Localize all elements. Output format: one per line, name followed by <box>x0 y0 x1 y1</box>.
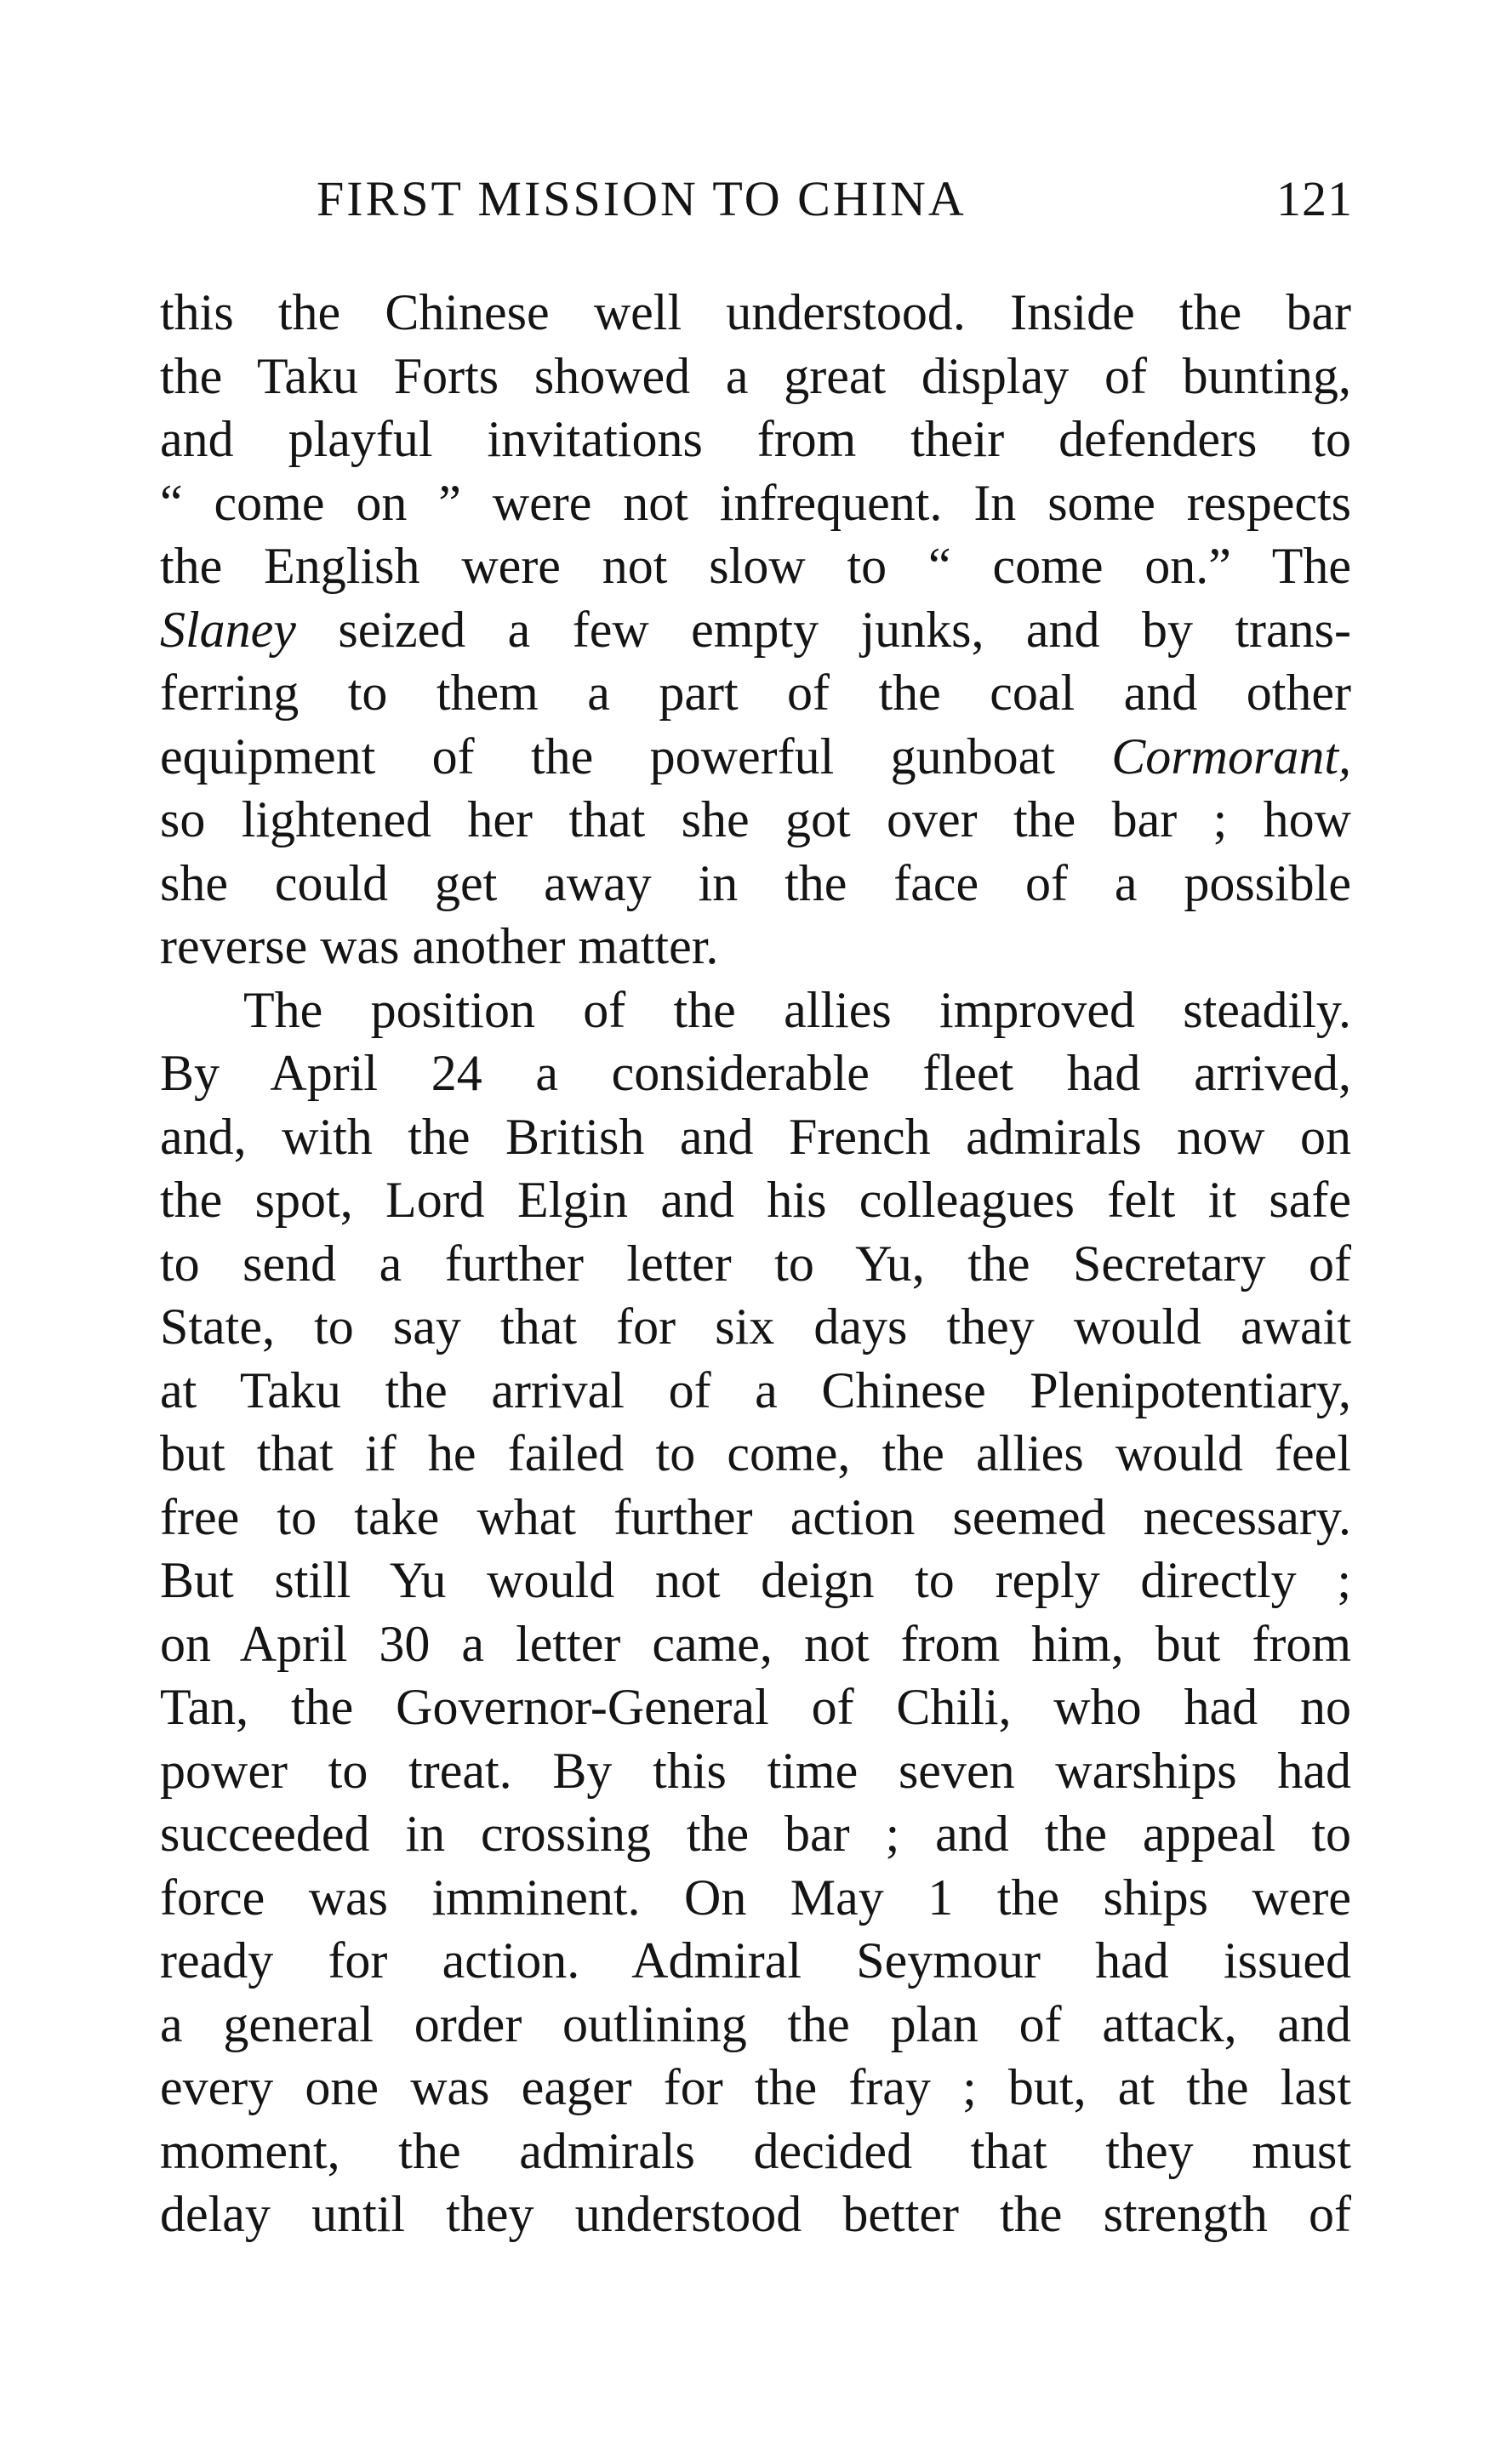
text-line: she could get away in the face of a possible <box>160 854 1351 911</box>
text-run: seized a few empty junks, and by trans- <box>295 601 1351 658</box>
ship-name-italic: Cormorant, <box>1111 728 1351 785</box>
text-line: and, with the British and French admirals now on <box>160 1108 1351 1165</box>
text-line: State, to say that for six days they would await <box>160 1298 1351 1355</box>
text-line: so lightened her that she got over the bar ; how <box>160 791 1351 847</box>
text-line: ready for action. Admiral Seymour had issued <box>160 1932 1351 1989</box>
text-line: But still Yu would not deign to reply directly ; <box>160 1552 1351 1608</box>
text-line: at Taku the arrival of a Chinese Plenipotentiary, <box>160 1361 1351 1418</box>
text-line: every one was eager for the fray ; but, at the last <box>160 2059 1351 2115</box>
text-line: and playful invitations from their defenders to <box>160 411 1351 467</box>
text-line: reverse was another matter. <box>160 918 719 974</box>
paragraph-first-line: The position of the allies improved steadily. <box>243 981 1351 1038</box>
page-header <box>317 170 1353 238</box>
text-line: “ come on ” were not infrequent. In some respects <box>160 474 1351 531</box>
text-line: free to take what further action seemed necessary. <box>160 1488 1351 1545</box>
text-line: Tan, the Governor-General of Chili, who had no <box>160 1679 1351 1735</box>
text-line: a general order outlining the plan of attack, and <box>160 1995 1351 2052</box>
body-text <box>160 281 1351 2246</box>
text-line: but that if he failed to come, the allies would feel <box>160 1425 1351 1481</box>
page-number: 121 <box>1276 171 1353 226</box>
text-line: moment, the admirals decided that they must <box>160 2122 1351 2179</box>
text-line: the English were not slow to “ come on.” The <box>160 538 1351 594</box>
text-line: ferring to them a part of the coal and other <box>160 665 1351 721</box>
text-line: force was imminent. On May 1 the ships were <box>160 1869 1351 1926</box>
text-line: to send a further letter to Yu, the Secretary of <box>160 1235 1351 1292</box>
text-line: the spot, Lord Elgin and his colleagues felt it safe <box>160 1172 1351 1228</box>
text-line: the Taku Forts showed a great display of bunting, <box>160 347 1351 404</box>
running-title: FIRST MISSION TO CHINA <box>317 171 967 226</box>
text-run: equipment of the powerful gunboat <box>160 728 1112 785</box>
text-line: succeeded in crossing the bar ; and the appeal to <box>160 1806 1351 1862</box>
text-line: this the Chinese well understood. Inside the bar <box>160 284 1351 340</box>
text-line <box>160 725 1351 789</box>
text-line: on April 30 a letter came, not from him, but from <box>160 1615 1351 1672</box>
text-line <box>160 598 1351 662</box>
text-line: delay until they understood better the strength of <box>160 2186 1351 2242</box>
text-line: power to treat. By this time seven warships had <box>160 1742 1351 1799</box>
ship-name-italic: Slaney <box>160 601 296 658</box>
text-line: By April 24 a considerable fleet had arrived, <box>160 1045 1351 1101</box>
